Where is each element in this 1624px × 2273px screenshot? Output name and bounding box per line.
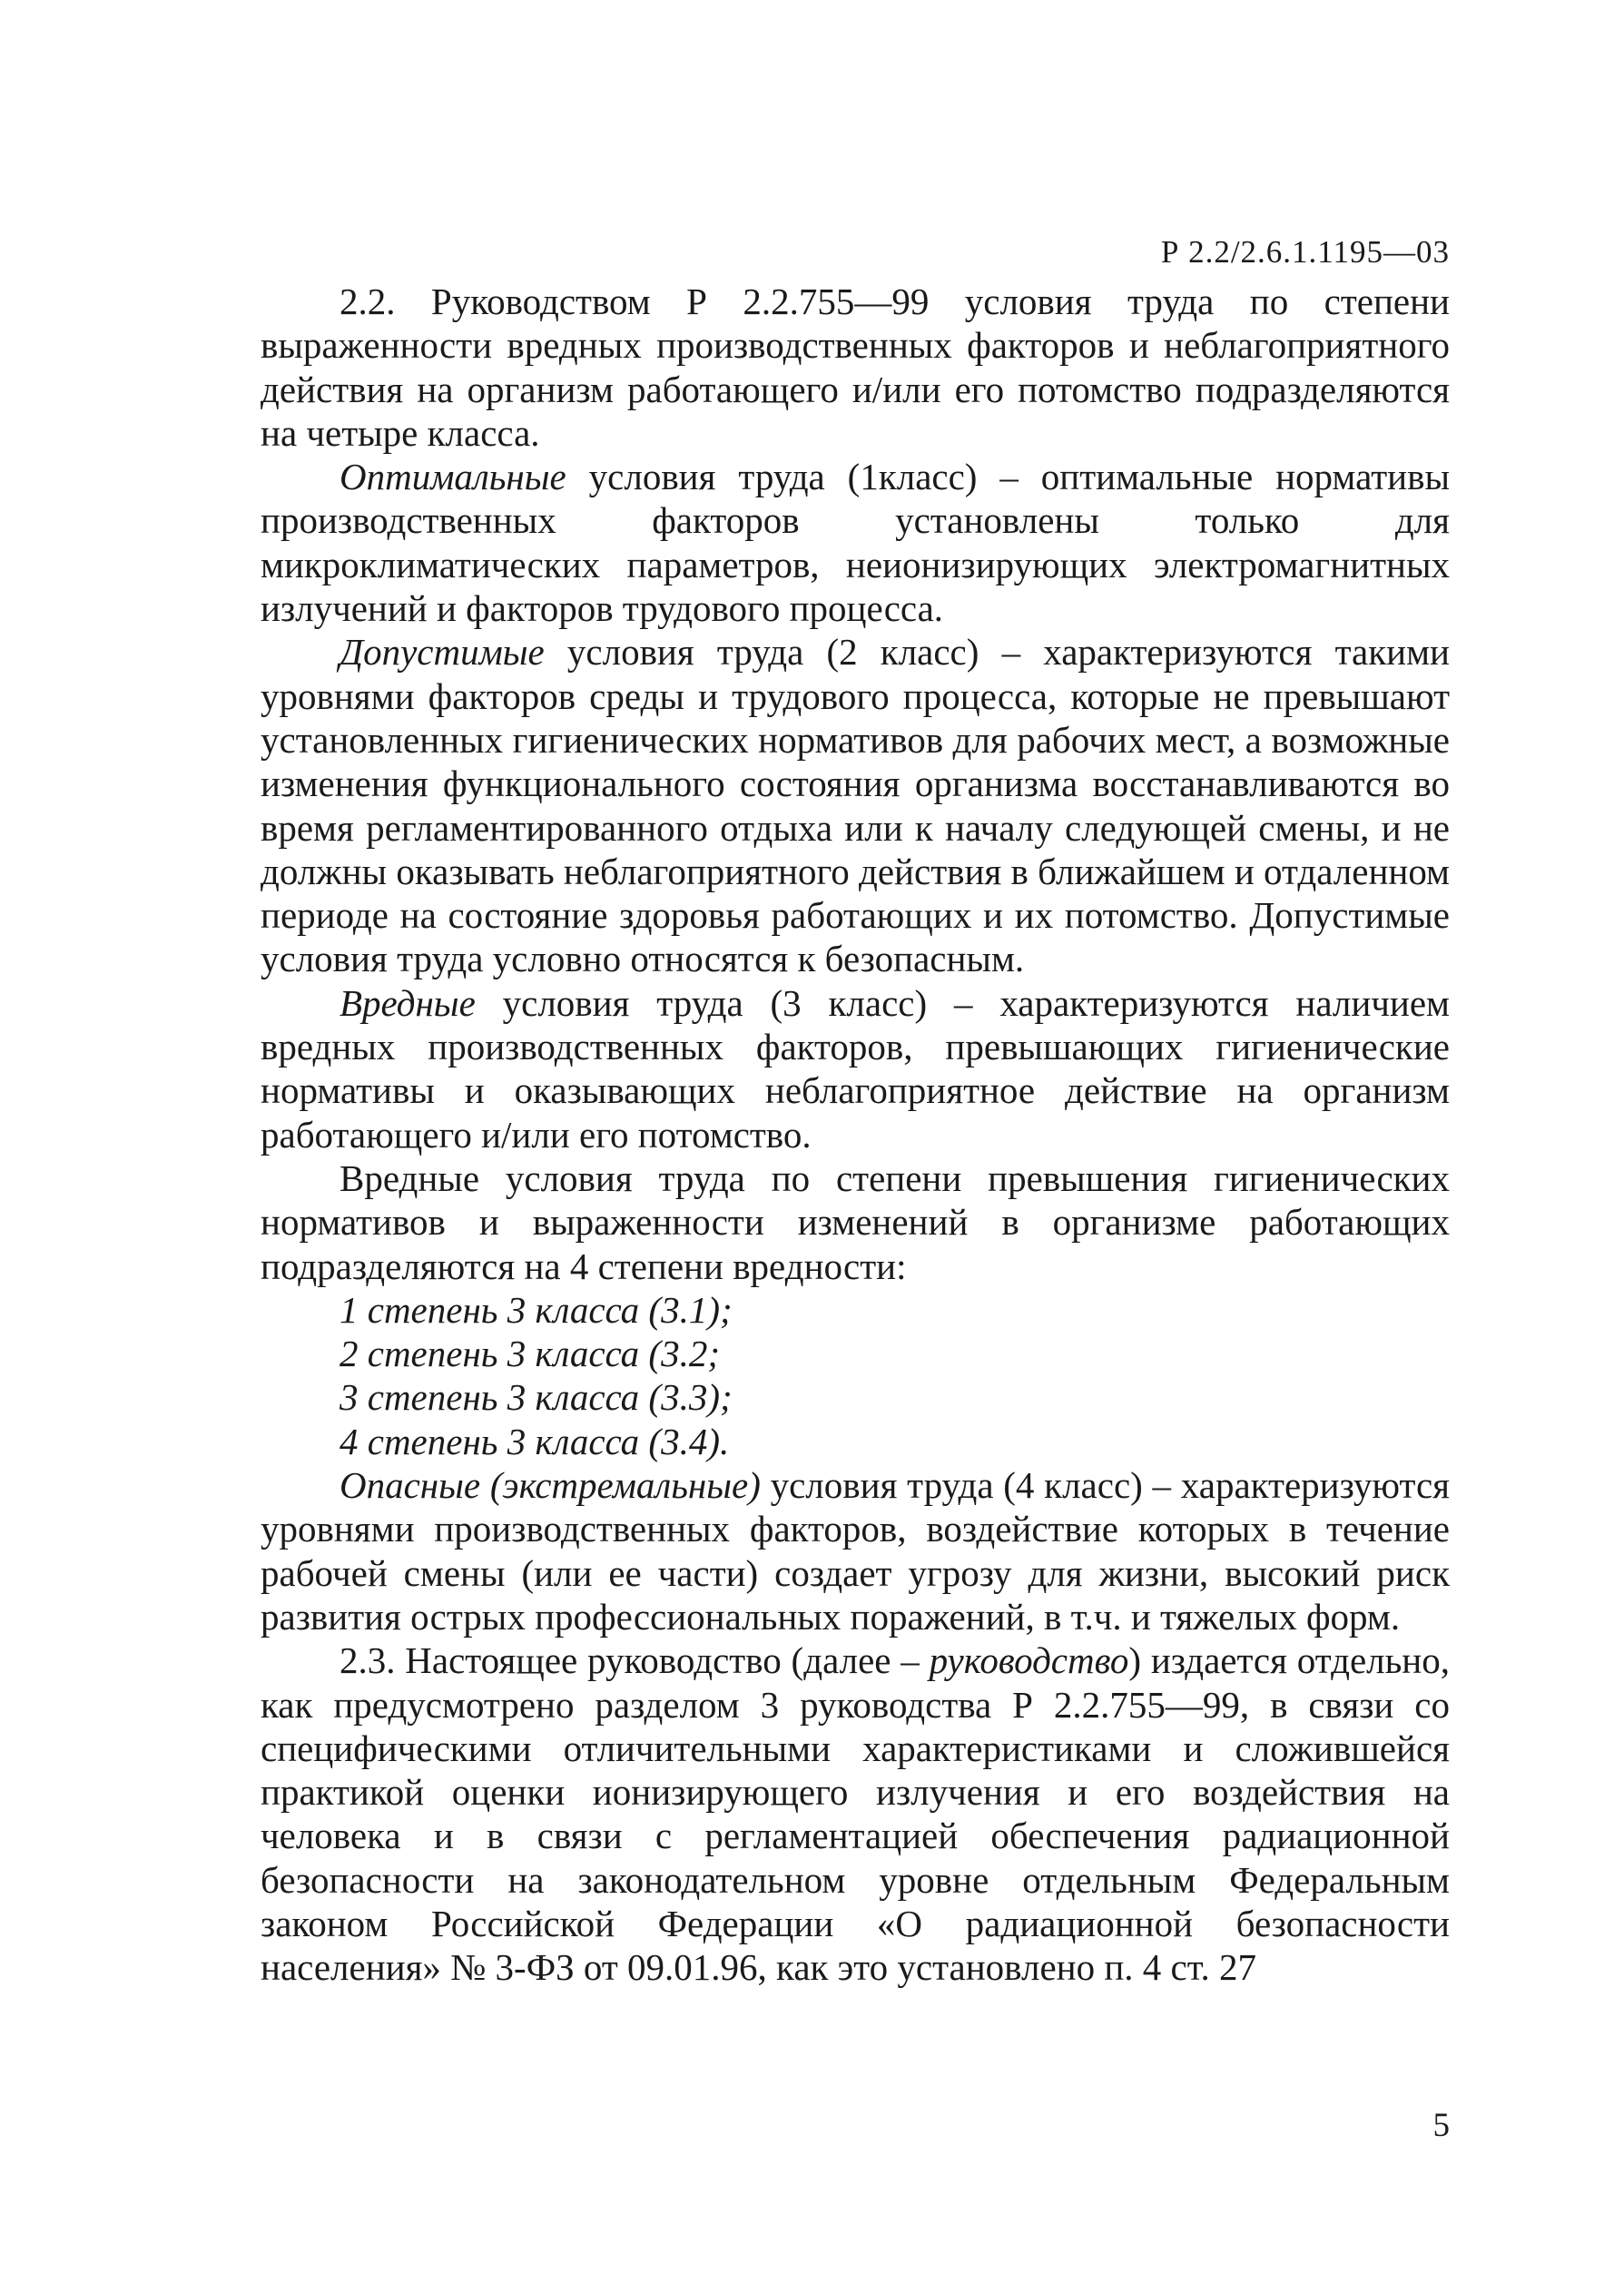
term-optimal: Оптимальные [340,456,566,498]
degree-item: 4 степень 3 класса (3.4). [340,1420,730,1462]
paragraph-optimal-text: условия труда (1класс) – оптимальные нормативы производственных факторов установлены только для микроклиматических параметров, неионизирующих электромагнитных излучений и факторов трудового процесса. [261,456,1450,630]
paragraph-dangerous-text: условия труда (4 класс) – характеризуются уровнями производственных факторов, воздействие которых в течение рабочей смены (или ее части) создает угрозу для жизни, высокий риск развития острых профессиональных поражений, в т.ч. и тяжелых форм. [261,1464,1450,1638]
paragraph-2-3-text: ) издается отдельно, как предусмотрено разделом 3 руководства Р 2.2.755—99, в связи со специфическими отличительными характеристиками и сложившейся практикой оценки ионизирующего излучения и его воздействия на человека и в связи с регламентацией обеспечения радиационной безопасности на законодательном уровне отдельным Федеральным законом Российской Федерации «О радиационной безопасности населения» № 3-ФЗ от 09.01.96, как это установлено п. 4 ст. 27 [261,1639,1450,1989]
page-body [261,280,1450,1990]
term-dangerous: Опасные (экстремальные) [340,1464,761,1507]
paragraph-acceptable [261,630,1450,980]
paragraph-dangerous [261,1463,1450,1638]
document-code: Р 2.2/2.6.1.1195—03 [1160,234,1450,270]
term-acceptable: Допустимые [340,631,545,674]
paragraph-acceptable-text: условия труда (2 класс) – характеризуются такими уровнями факторов среды и трудового процесса, которые не превышают установленных гигиенических нормативов для рабочих мест, а возможные изменения функционального состояния организма восстанавливаются во время регламентированного отдыха или к началу следующей смены, и не должны оказывать неблагоприятного действия в ближайшем и отдаленном периоде на состояние здоровья работающих и их потомство. Допустимые условия труда условно относятся к безопасным. [261,631,1450,980]
degree-item: 2 степень 3 класса (3.2; [340,1333,720,1375]
paragraph-optimal [261,455,1450,630]
degree-item: 3 степень 3 класса (3.3); [340,1376,733,1419]
term-guide: руководство [929,1639,1129,1682]
paragraph-harmful-text: условия труда (3 класс) – характеризуются наличием вредных производственных факторов, превышающих гигиенические нормативы и оказывающих неблагоприятное действие на организм работающего и/или его потомство. [261,981,1450,1156]
paragraph-2-2: 2.2. Руководством Р 2.2.755—99 условия труда по степени выраженности вредных производственных факторов и неблагоприятного действия на организм работающего и/или его потомство подразделяются на четыре класса. [261,280,1450,454]
page-number: 5 [1432,2107,1450,2144]
degree-item: 1 степень 3 класса (3.1); [340,1288,733,1331]
paragraph-2-3-start: 2.3. Настоящее руководство (далее – [340,1639,930,1682]
paragraph-2-3 [261,1638,1450,1989]
paragraph-harmful [261,981,1450,1156]
paragraph-harmful-degrees: Вредные условия труда по степени превышения гигиенических нормативов и выраженности изменений в организме работающих подразделяются на 4 степени вредности: [261,1156,1450,1287]
term-harmful: Вредные [340,981,476,1024]
